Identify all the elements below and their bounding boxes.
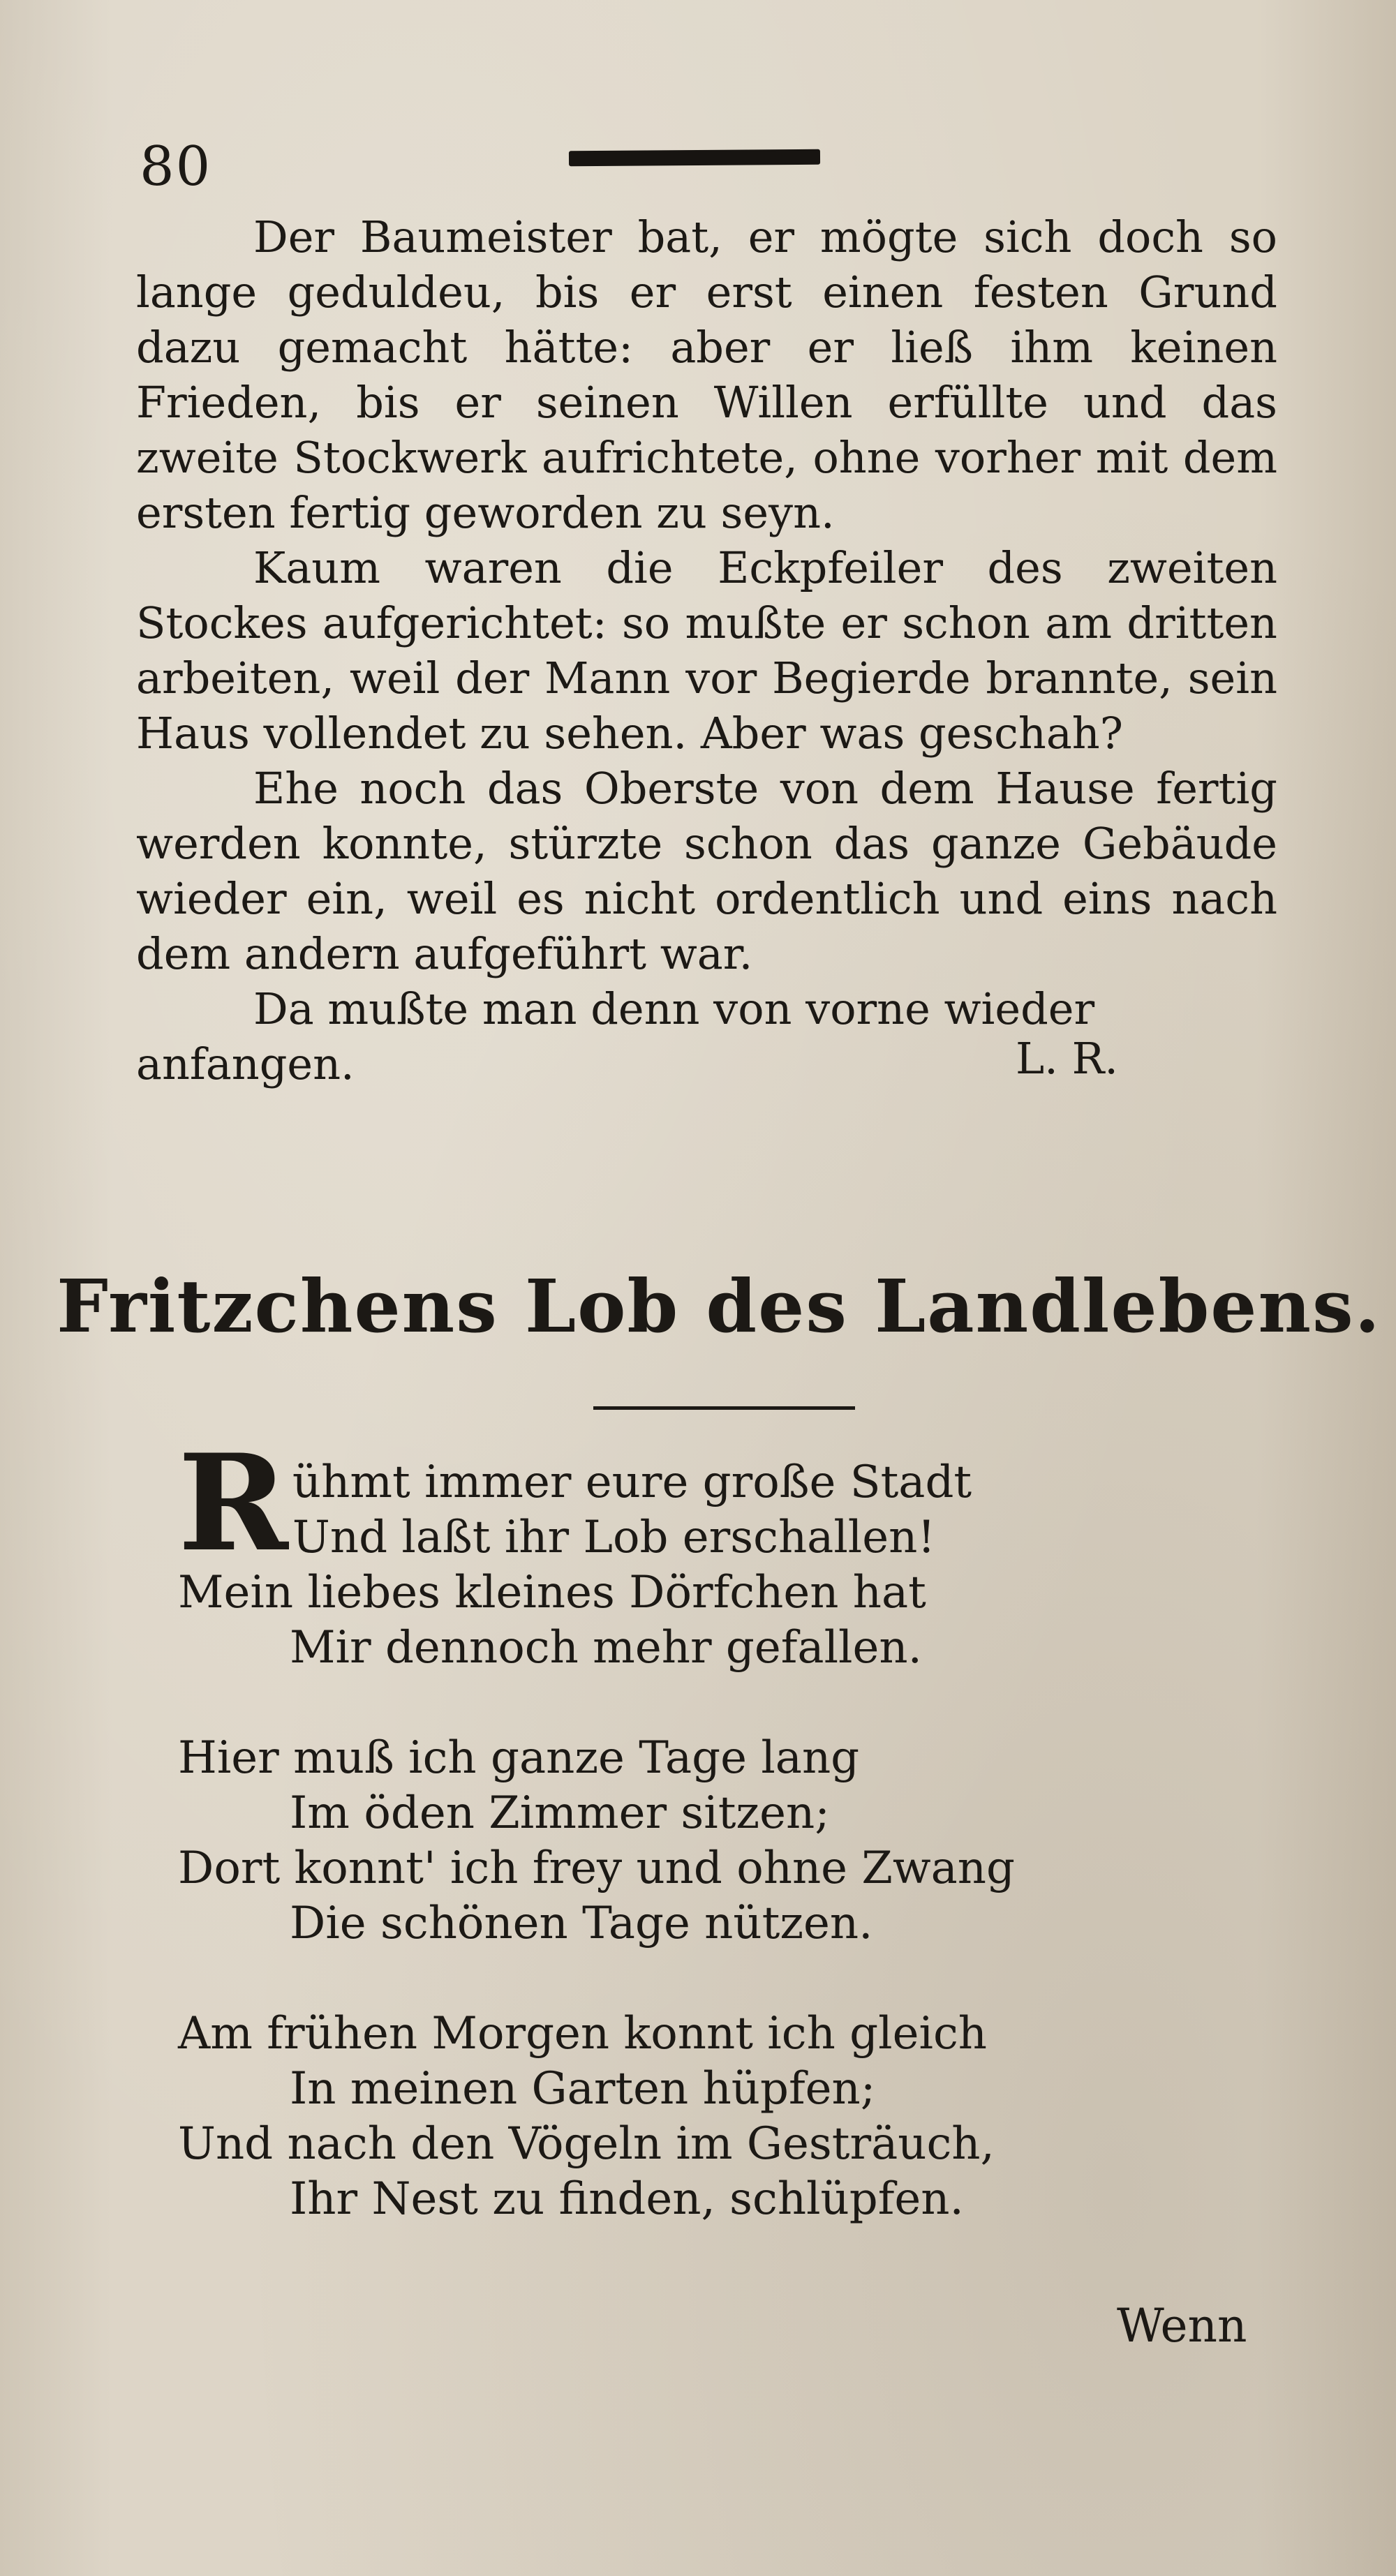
poem-line: Und laßt ihr Lob erschallen! [292, 1512, 936, 1563]
drop-cap: R [178, 1425, 288, 1581]
page-number: 80 [140, 135, 212, 198]
poem-line: Mein liebes kleines Dörfchen hat [178, 1567, 926, 1618]
prose-paragraph-3: Ehe noch das Oberste von dem Hause fertig werden konnte, stürzte schon das ganze Gebäude wieder ein, weil es nicht ordentlich und eins nach dem andern aufgeführt war. [136, 763, 1277, 979]
poem-stanza-2 [178, 1731, 1267, 1951]
poem-line: Die schönen Tage nützen. [290, 1898, 873, 1949]
poem-line: Hier muß ich ganze Tage lang [178, 1732, 860, 1784]
poem [178, 1425, 1267, 2227]
prose-section [136, 209, 1277, 1092]
poem-first-line-text: ühmt immer eure große Stadt [292, 1457, 972, 1508]
poem-line: Am frühen Morgen konnt ich gleich [178, 2008, 987, 2060]
poem-line: Im öden Zimmer sitzen; [290, 1787, 830, 1839]
prose-paragraph-4-end: anfangen. [136, 1038, 355, 1089]
poem-line: Dort konnt' ich frey und ohne Zwang [178, 1842, 1015, 1894]
header-rule [569, 149, 820, 167]
poem-line: Mir dennoch mehr gefallen. [290, 1622, 922, 1674]
poem-title: Fritzchens Lob des Landlebens. [57, 1263, 1381, 1349]
poem-line: Ihr Nest zu finden, schlüpfen. [290, 2173, 964, 2225]
prose-paragraph-4: Da mußte man denn von vorne wieder [253, 983, 1095, 1034]
poem-stanza-1 [178, 1425, 1267, 1676]
poem-line: Und nach den Vögeln im Gesträuch, [178, 2118, 995, 2170]
poem-stanza-3 [178, 2007, 1267, 2227]
catchword: Wenn [1117, 2299, 1247, 2353]
prose-paragraph-1: Der Baumeister bat, er mögte sich doch so lange geduldeu, bis er erst einen festen Grund dazu gemacht hätte: aber er ließ ihm keinen Frieden, bis er seinen Willen erfüllte und das zweite Stockwerk aufrichtete, ohne vorher mit dem ersten fertig geworden zu seyn. [136, 211, 1277, 538]
poem-line: In meinen Garten hüpfen; [290, 2063, 876, 2115]
prose-paragraph-2: Kaum waren die Eckpfeiler des zweiten Stockes aufgerichtet: so mußte er schon am dritten arbeiten, weil der Mann vor Begierde brannte, sein Haus vollendet zu sehen. Aber was geschah? [136, 542, 1277, 759]
title-rule [593, 1406, 855, 1410]
author-signature: L. R. [1016, 1033, 1118, 1084]
prose-closing-line [136, 1033, 1277, 1092]
